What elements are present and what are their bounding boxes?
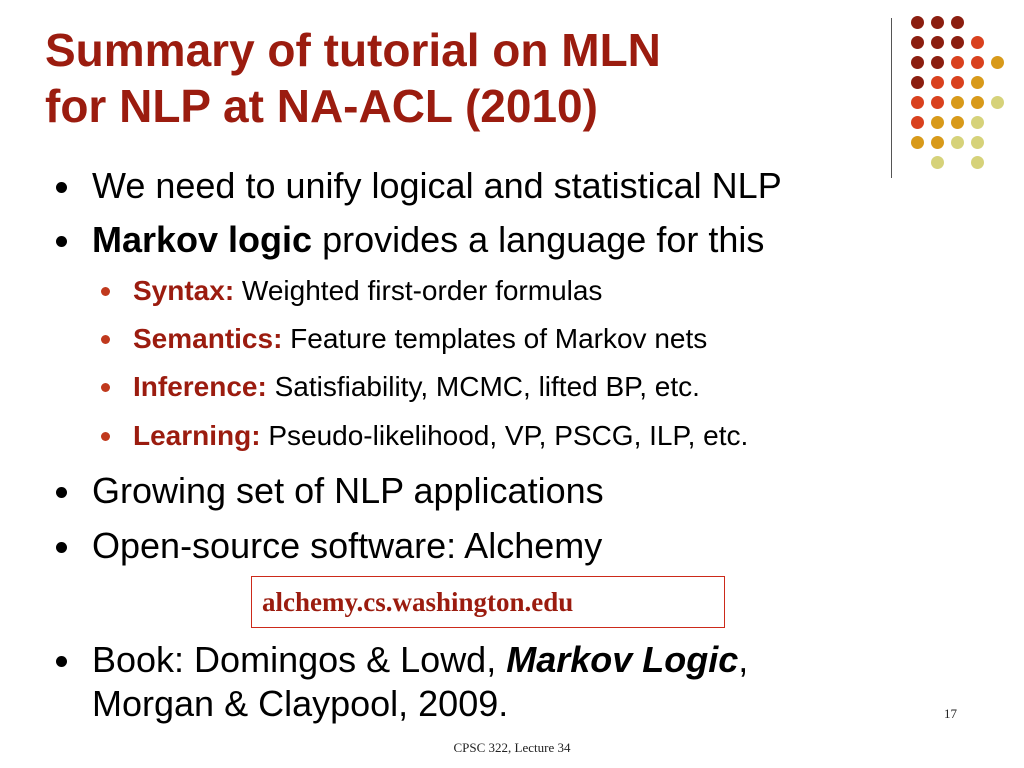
bullet-dot-icon xyxy=(56,542,67,553)
bullet-item xyxy=(92,526,602,566)
bullet-item xyxy=(92,220,764,260)
bullet-text: We need to unify logical and statistical NLP xyxy=(92,165,782,206)
sub-bullet-text: Pseudo-likelihood, VP, PSCG, ILP, etc. xyxy=(260,420,749,451)
sub-bullet-dot-icon xyxy=(101,335,110,344)
bullet-text: Morgan & Claypool, 2009. xyxy=(92,683,509,724)
bullet-text: Open-source software: Alchemy xyxy=(92,525,603,566)
sub-bullet-dot-icon xyxy=(101,432,110,441)
bullet-text: Book: Domingos & Lowd, xyxy=(92,639,507,680)
bullet-text-tail: , xyxy=(738,639,749,680)
sub-bullet-item xyxy=(133,274,602,308)
bullet-dot-icon xyxy=(56,182,67,193)
bullet-item xyxy=(92,471,604,511)
bullet-dot-icon xyxy=(56,487,67,498)
bullet-continuation xyxy=(92,684,508,724)
sub-bullet-label: Syntax: xyxy=(133,275,235,306)
bullet-item xyxy=(92,640,748,680)
book-title: Markov Logic xyxy=(506,639,739,680)
sub-bullet-label: Semantics: xyxy=(133,323,283,354)
url-text[interactable]: alchemy.cs.washington.edu xyxy=(262,586,574,617)
sub-bullet-item xyxy=(133,370,700,404)
sub-bullet-text: Weighted first-order formulas xyxy=(234,275,603,306)
sub-bullet-label: Learning: xyxy=(133,420,261,451)
sub-bullet-dot-icon xyxy=(101,383,110,392)
bullet-text: provides a language for this xyxy=(312,219,765,260)
title-line-2: for NLP at NA-ACL (2010) xyxy=(45,80,598,132)
sub-bullet-dot-icon xyxy=(101,287,110,296)
sub-bullet-item xyxy=(133,419,748,453)
bullet-dot-icon xyxy=(56,236,67,247)
bullet-dot-icon xyxy=(56,656,67,667)
sub-bullet-text: Satisfiability, MCMC, lifted BP, etc. xyxy=(266,371,700,402)
title-line-1: Summary of tutorial on MLN xyxy=(45,24,661,76)
alchemy-url-link[interactable] xyxy=(251,576,725,628)
sub-bullet-label: Inference: xyxy=(133,371,267,402)
sub-bullet-text: Feature templates of Markov nets xyxy=(282,323,708,354)
bullet-item xyxy=(92,166,782,206)
page-number: 17 xyxy=(944,706,957,721)
bullet-text: Growing set of NLP applications xyxy=(92,470,604,511)
sub-bullet-item xyxy=(133,322,707,356)
bullet-bold-term: Markov logic xyxy=(92,219,313,260)
slide-footer: CPSC 322, Lecture 34 xyxy=(453,740,571,755)
